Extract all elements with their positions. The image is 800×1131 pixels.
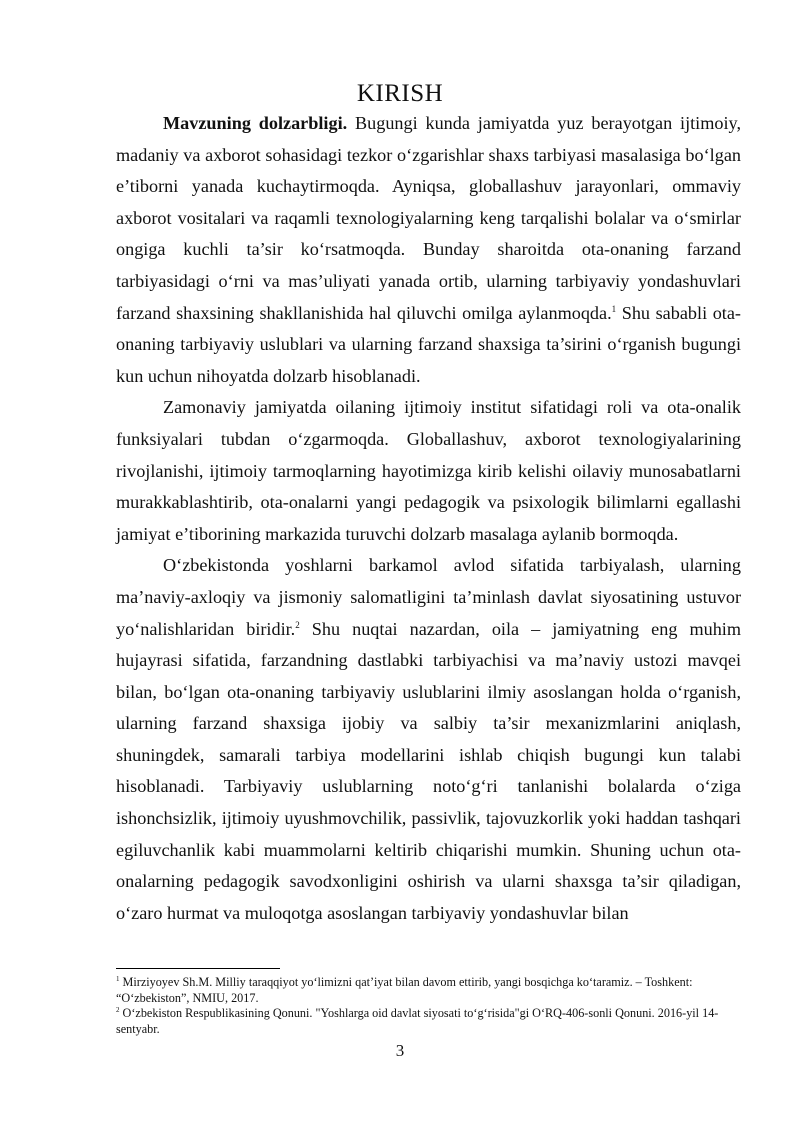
paragraph-relevance — [116, 108, 741, 392]
footnote-mark: 1 — [116, 975, 120, 983]
footnote-mark: 2 — [116, 1006, 120, 1014]
footnote-text: Oʻzbekiston Respublikasining Qonuni. "Yoshlarga oid davlat siyosati toʻgʻrisida"gi OʻRQ-406-sonli Qonuni. 2016-yil 14-sentyabr. — [116, 1006, 719, 1036]
page-number: 3 — [395, 1041, 405, 1060]
footnote-separator — [116, 968, 280, 969]
footnote-reference-1[interactable]: 1 — [611, 303, 617, 314]
section-title: KIRISH — [356, 80, 444, 107]
footnotes — [116, 975, 736, 1037]
footnote-text: Mirziyoyev Sh.M. Milliy taraqqiyot yoʻlimizni qat’iyat bilan davom ettirib, yangi bosqichga koʻtaramiz. – Toshkent: “Oʻzbekiston”, NMIU, 2017. — [116, 975, 693, 1005]
footnote-reference-2[interactable]: 2 — [295, 619, 300, 630]
paragraph-text: Oʻzbekistonda yoshlarni barkamol avlod sifatida tarbiyalash, ularning ma’naviy-axloqiy va jismoniy salomatligini ta’minlash davlat siyosatining ustuvor yoʻnalishlaridan biridir. — [116, 555, 741, 639]
paragraph-text-continued: Shu sababli ota-onaning tarbiyaviy uslublari va ularning farzand shaxsiga ta’sirini oʻrganish bugungi kun uchun nihoyatda dolzarb hisoblanadi. — [116, 302, 741, 386]
footnote-2 — [116, 1006, 736, 1037]
paragraph-family-role: Zamonaviy jamiyatda oilaning ijtimoiy institut sifatidagi roli va ota-onalik funksiyalari tubdan oʻzgarmoqda. Globallashuv, axborot texnologiyalarining rivojlanishi, ijtimoiy tarmoqlarning hayotimizga kirib kelishi oilaviy munosabatlarni murakkablashtirib, ota-onalarni yangi pedagogik va psixologik bilimlarni egallashi jamiyat e’tiborining markazida turuvchi dolzarb masalaga aylanib bormoqda. — [116, 397, 741, 544]
paragraph-youth-policy — [116, 550, 741, 929]
body-text — [116, 108, 741, 929]
paragraph-text-continued: Shu nuqtai nazardan, oila – jamiyatning eng muhim hujayrasi sifatida, farzandning dastlabki tarbiyachisi va ma’naviy ustozi mavqei bilan, boʻlgan ota-onaning tarbiyaviy uslublarini ilmiy asoslangan holda oʻrganish, ularning farzand shaxsiga ijobiy va salbiy ta’sir mexanizmlarini aniqlash, shuningdek, samarali tarbiya modellarini ishlab chiqish bugungi kun talabi hisoblanadi. Tarbiyaviy uslublarning notoʻgʻri tanlanishi bolalarda oʻziga ishonchsizlik, ijtimoiy uyushmovchilik, passivlik, tajovuzkorlik yoki haddan tashqari egiluvchanlik kabi muammolarni keltirib chiqarishi mumkin. Shuning uchun ota-onalarning pedagogik savodxonligini oshirish va ularni shaxsga ta’sir qiladigan, oʻzaro hurmat va muloqotga asoslangan tarbiyaviy yondashuvlar bilan — [116, 618, 742, 923]
footnote-1 — [116, 975, 736, 1006]
paragraph-text: Bugungi kunda jamiyatda yuz berayotgan ijtimoiy, madaniy va axborot sohasidagi tezkor oʻzgarishlar shaxs tarbiyasi masalasiga boʻlgan e’tiborni yanada kuchaytirmoqda. Ayniqsa, globallashuv jarayonlari, ommaviy axborot vositalari va raqamli texnologiyalarning keng tarqalishi bolalar va oʻsmirlar ongiga kuchli ta’sir koʻrsatmoqda. Bunday sharoitda ota-onaning farzand tarbiyasidagi oʻrni va mas’uliyati yanada ortib, ularning tarbiyaviy yondashuvlari farzand shaxsining shakllanishida hal qiluvchi omilga aylanmoqda. — [116, 113, 741, 323]
paragraph-lead: Mavzuning dolzarbligi. — [163, 113, 348, 133]
